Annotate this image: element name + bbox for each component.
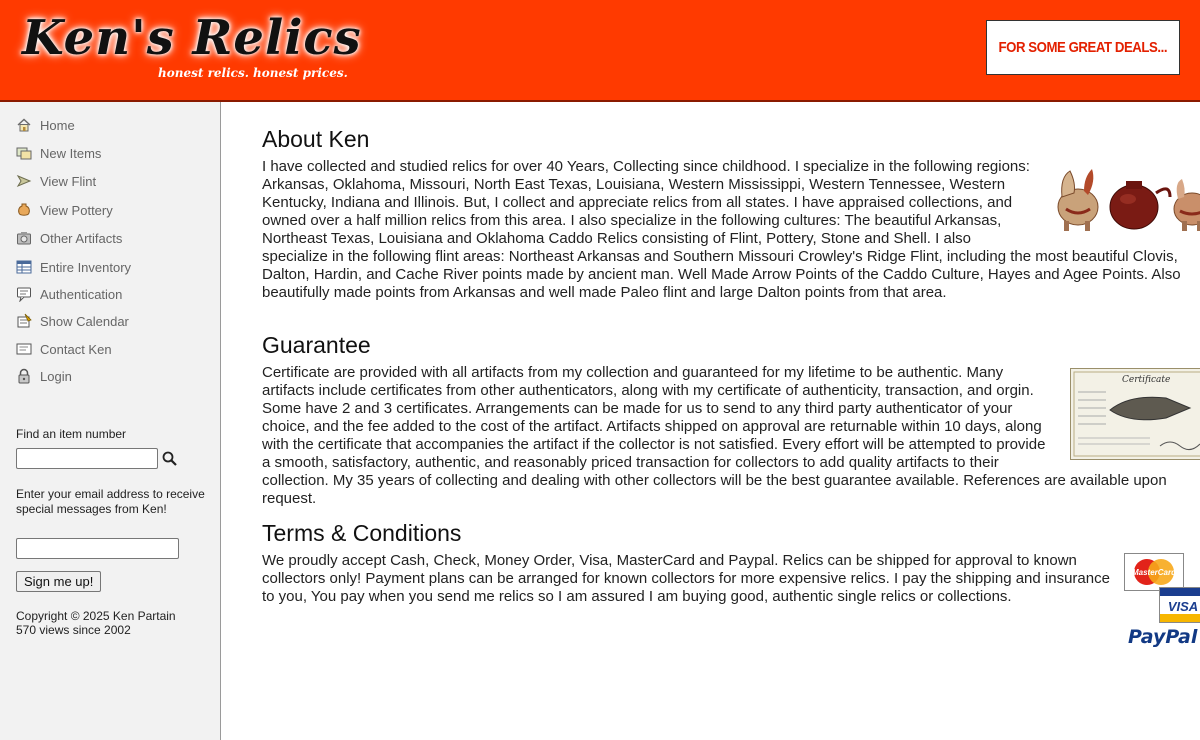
sidebar-item-view-pottery[interactable] xyxy=(16,200,113,220)
sidebar-item-contact-ken[interactable] xyxy=(16,339,112,359)
terms-text xyxy=(262,552,1200,622)
sidebar-item-view-flint[interactable] xyxy=(16,171,96,191)
lock-icon xyxy=(16,368,32,384)
terms-title: Terms & Conditions xyxy=(262,520,462,546)
sidebar-item-home[interactable] xyxy=(16,115,75,135)
mastercard-logo xyxy=(1124,553,1184,591)
contact-icon xyxy=(16,341,32,357)
sidebar-item-label: Contact Ken xyxy=(40,341,112,357)
home-icon xyxy=(16,117,32,133)
flint-icon xyxy=(16,173,32,189)
site-header xyxy=(0,0,1200,102)
sidebar-item-label: View Flint xyxy=(40,173,97,189)
sidebar-item-other-artifacts[interactable] xyxy=(16,228,122,248)
certificate-title: Certificate xyxy=(1122,375,1171,385)
site-logo[interactable]: Ken's Relics xyxy=(22,10,362,66)
search-icon[interactable] xyxy=(161,450,179,468)
sidebar-item-label: Authentication xyxy=(40,286,123,302)
deals-banner[interactable] xyxy=(986,20,1180,75)
about-paragraph: I have collected and studied relics for over 40 Years, Collecting since childhood. I specialize in the following regions: Arkansas, Oklahoma, Missouri, North East Texas, Louisiana, Western Mississippi, Western Tennessee, Western Kentucky, Indiana and Illinois. But, I collect and appreciate relics from all states. I have appraised collections, and owned over a half million relics from this area. I also specialize in the following cultures: The beautiful Arkansas, Northeast Texas, Louisiana and Oklahoma Caddo Relics consisting of Flint, Pottery, Stone and Shell. I also specialize in the following flint areas: Northeast Arkansas and Southern Missouri Crowley's Ridge Flint, including the most beautiful Clovis, Dalton, Hardin, and Cache River points made by ancient man. Well Made Arrow Points of the Caddo Culture, Hayes and Agee Points. Also beautifully made points from Arkansas and well made Paleo flint and large Dalton points from that area. xyxy=(262,158,1181,301)
sidebar-item-label: View Pottery xyxy=(40,202,113,218)
sidebar-item-label: Show Calendar xyxy=(40,313,129,329)
sidebar-item-login[interactable] xyxy=(16,366,72,386)
find-item-label: Find an item number xyxy=(16,427,127,441)
sidebar-item-label: New Items xyxy=(40,145,102,161)
guarantee-paragraph: Certificate are provided with all artifacts from my collection and guaranteed for my lifetime to be authentic. Many artifacts include certificates from other authenticators, along with my certificate of authenticity, transaction, and orgin. Some have 2 and 3 certificates. Arrangements can be made for us to send to any third party authenticator of your choice, and the fee added to the cost of the artifact. Artifacts shipped on approval are returnable within 10 days, along with the certificate that accompanies the artifact if the collector is not satisfied. Every effort will be attempted to provide a smooth, satisfactory, authentic, and reasonably priced transaction for collectors to add quality artifacts to their collection. My 35 years of collecting and dealing with other collectors will be the best guarantee available. References are available upon request. xyxy=(262,364,1167,507)
sign-up-button[interactable]: Sign me up! xyxy=(16,571,101,592)
visa-label: VISA xyxy=(1167,599,1199,614)
paypal-label: PayPal xyxy=(1128,626,1198,648)
site-tagline: honest relics. honest prices. xyxy=(158,66,348,80)
main-content xyxy=(262,102,1200,740)
email-field[interactable] xyxy=(16,538,179,559)
deals-banner-text: FOR SOME GREAT DEALS... xyxy=(998,39,1168,56)
sidebar-item-label: Home xyxy=(40,117,75,133)
paypal-logo xyxy=(1128,626,1197,648)
copyright xyxy=(16,609,176,637)
visa-logo xyxy=(1159,587,1200,623)
about-text xyxy=(262,158,1200,302)
about-title: About Ken xyxy=(262,126,370,152)
pottery-icon xyxy=(16,202,32,218)
inventory-icon xyxy=(16,259,32,275)
sidebar-item-label: Other Artifacts xyxy=(40,230,123,246)
authentication-icon xyxy=(16,286,32,302)
new-items-icon xyxy=(16,145,32,161)
sidebar-item-entire-inventory[interactable] xyxy=(16,257,131,277)
sidebar-item-label: Entire Inventory xyxy=(40,259,132,275)
mastercard-label: MasterCard xyxy=(1131,568,1177,577)
email-prompt: Enter your email address to receive special messages from Ken! xyxy=(16,487,205,516)
sidebar-item-show-calendar[interactable] xyxy=(16,311,129,331)
view-count: 570 views since 2002 xyxy=(16,623,131,637)
guarantee-text xyxy=(262,364,1200,508)
image-float-spacer xyxy=(1054,364,1200,456)
sidebar-item-new-items[interactable] xyxy=(16,143,101,163)
sidebar-item-label: Login xyxy=(40,368,72,384)
sidebar xyxy=(0,102,221,740)
sidebar-item-authentication[interactable] xyxy=(16,284,122,304)
copyright-line: Copyright © 2025 Ken Partain xyxy=(16,609,176,623)
terms-paragraph: We proudly accept Cash, Check, Money Order, Visa, MasterCard and Paypal. Relics can be shipped for approval to known collectors only! Payment plans can be arranged for known collectors for more expensive relics. I pay the shipping and insurance to you, You pay when you send me relics so I am assured I am buying good, authentic single relics or collections. xyxy=(262,552,1110,605)
calendar-icon xyxy=(16,313,32,329)
artifacts-icon xyxy=(16,230,32,246)
image-float-spacer xyxy=(1030,158,1200,238)
item-number-input[interactable] xyxy=(16,448,158,469)
guarantee-title: Guarantee xyxy=(262,332,371,358)
